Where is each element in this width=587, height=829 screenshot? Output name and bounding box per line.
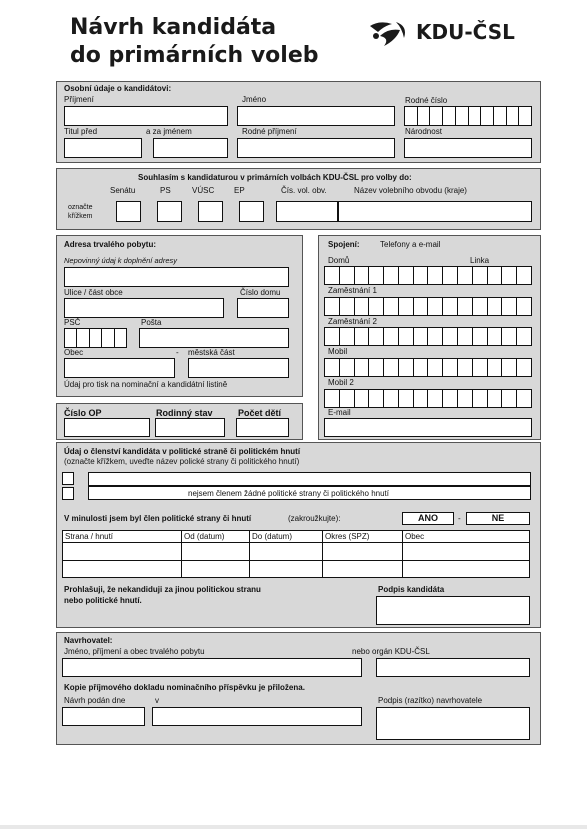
party-name-field[interactable] <box>88 472 531 486</box>
nationality-label: Národnost <box>405 127 442 136</box>
surname-field[interactable] <box>64 106 228 126</box>
col-header-party: Strana / hnutí <box>65 532 114 541</box>
home-phone-field[interactable] <box>324 266 532 285</box>
children-count-field[interactable] <box>236 418 289 437</box>
party-organ-label: nebo orgán KDU-ČSL <box>352 647 430 656</box>
ep-label: EP <box>234 186 245 195</box>
town-label: Obec <box>64 348 84 357</box>
post-label: Pošta <box>141 318 162 327</box>
town-field[interactable] <box>64 358 175 378</box>
past-membership-heading: V minulosti jsem byl člen politické strany či hnutí <box>64 514 252 523</box>
district-name-field[interactable] <box>338 201 532 222</box>
proposer-name-label: Jméno, příjmení a obec trvalého pobytu <box>64 647 205 656</box>
past-membership-table <box>62 530 530 578</box>
non-member-checkbox[interactable] <box>62 487 74 500</box>
city-district-label: městská část <box>188 348 235 357</box>
nationality-field[interactable] <box>404 138 532 158</box>
copy-note: Kopie příjmového dokladu nominačního příspěvku je přiložena. <box>64 683 305 692</box>
mobile2-field[interactable] <box>324 389 532 408</box>
yes-no-separator: - <box>458 514 461 523</box>
address-heading: Adresa trvalého pobytu: <box>64 240 157 249</box>
contact-sub: Telefony a e-mail <box>380 240 441 249</box>
form-title-line2: do primárních voleb <box>70 43 319 68</box>
mobile2-label: Mobil 2 <box>328 378 354 387</box>
children-count-label: Počet dětí <box>238 408 282 418</box>
proposer-name-field[interactable] <box>62 658 362 677</box>
kdu-csl-logo-icon <box>366 16 410 48</box>
non-member-label: nejsem členem žádné politické strany či politického hnutí <box>188 489 389 498</box>
home-phone-label: Domů <box>328 256 350 265</box>
email-label: E-mail <box>328 408 351 417</box>
id-card-label: Číslo OP <box>64 408 102 418</box>
ep-checkbox[interactable] <box>239 201 264 222</box>
district-no-label: Čís. vol. obv. <box>281 186 327 195</box>
consent-heading: Souhlasím s kandidaturou v primárních volbách KDU-ČSL pro volby do: <box>138 173 412 182</box>
email-field[interactable] <box>324 418 532 437</box>
surname-label: Příjmení <box>64 95 94 104</box>
vusc-label: VÚSC <box>192 186 215 195</box>
declaration-line1: Prohlašuji, že nekandiduji za jinou politickou stranu <box>64 585 261 594</box>
ps-checkbox[interactable] <box>157 201 182 222</box>
col-header-town: Obec <box>405 532 425 541</box>
proposer-signature-label: Podpis (razítko) navrhovatele <box>378 696 483 705</box>
mobile-field[interactable] <box>324 358 532 377</box>
district-no-field[interactable] <box>276 201 338 222</box>
party-organ-field[interactable] <box>376 658 530 677</box>
birth-surname-field[interactable] <box>237 138 395 158</box>
dash-label: - <box>176 348 179 357</box>
contact-heading: Spojení: <box>328 240 360 249</box>
declaration-line2: nebo politické hnutí. <box>64 596 142 605</box>
birth-number-label: Rodné číslo <box>405 96 448 105</box>
candidate-signature-label: Podpis kandidáta <box>378 585 445 594</box>
work2-phone-field[interactable] <box>324 327 532 346</box>
psc-label: PSČ <box>64 318 81 327</box>
senate-checkbox[interactable] <box>116 201 141 222</box>
district-name-label: Název volebního obvodu (kraje) <box>354 186 467 195</box>
marital-status-field[interactable] <box>155 418 225 437</box>
print-note: Údaj pro tisk na nominační a kandidátní listině <box>64 380 228 389</box>
psc-field[interactable] <box>64 328 127 348</box>
id-card-field[interactable] <box>64 418 150 437</box>
work1-phone-field[interactable] <box>324 297 532 316</box>
ps-label: PS <box>160 186 171 195</box>
title-before-label: Titul před <box>64 127 98 136</box>
submitted-place-field[interactable] <box>152 707 362 726</box>
title-after-field[interactable] <box>153 138 228 158</box>
personal-heading: Osobní údaje o kandidátovi: <box>64 84 172 93</box>
mark-hint-line1: označte <box>68 204 93 211</box>
scan-edge <box>0 825 587 829</box>
optional-address-label: Nepovinný údaj k doplnění adresy <box>64 256 177 265</box>
mobile-label: Mobil <box>328 347 348 356</box>
post-field[interactable] <box>139 328 289 348</box>
col-header-to: Do (datum) <box>252 532 293 541</box>
past-membership-hint: (zakroužkujte): <box>288 514 341 523</box>
house-no-field[interactable] <box>237 298 289 318</box>
membership-sub: (označte křížkem, uveďte název polické strany či politického hnutí) <box>64 457 300 466</box>
birth-surname-label: Rodné příjmení <box>242 127 297 136</box>
member-checkbox[interactable] <box>62 472 74 485</box>
submitted-date-label: Návrh podán dne <box>64 696 126 705</box>
senate-label: Senátu <box>110 186 136 195</box>
mark-hint-line2: křížkem <box>68 213 93 220</box>
col-header-district: Okres (SPZ) <box>325 532 370 541</box>
house-no-label: Číslo domu <box>240 288 281 297</box>
vusc-checkbox[interactable] <box>198 201 223 222</box>
yes-option[interactable]: ANO <box>402 512 454 525</box>
work2-label: Zaměstnání 2 <box>328 317 377 326</box>
street-label: Ulice / část obce <box>64 288 123 297</box>
title-before-field[interactable] <box>64 138 142 158</box>
street-field[interactable] <box>64 298 224 318</box>
extension-label: Linka <box>470 256 490 265</box>
col-header-from: Od (datum) <box>184 532 225 541</box>
firstname-field[interactable] <box>237 106 395 126</box>
proposer-heading: Navrhovatel: <box>64 636 113 645</box>
submitted-place-label: v <box>155 696 159 705</box>
marital-status-label: Rodinný stav <box>156 408 213 418</box>
logo-text: KDU-ČSL <box>416 20 515 44</box>
proposer-signature-field[interactable] <box>376 707 530 740</box>
submitted-date-field[interactable] <box>62 707 145 726</box>
optional-address-field[interactable] <box>64 267 289 287</box>
work1-label: Zaměstnání 1 <box>328 286 377 295</box>
title-after-label: a za jménem <box>146 127 192 136</box>
city-district-field[interactable] <box>188 358 289 378</box>
membership-heading: Údaj o členství kandidáta v politické straně či politickém hnutí <box>64 447 301 456</box>
candidate-signature-field[interactable] <box>376 596 530 625</box>
birth-number-field[interactable] <box>404 106 532 126</box>
no-option[interactable]: NE <box>466 512 530 525</box>
firstname-label: Jméno <box>242 95 267 104</box>
form-title-line1: Návrh kandidáta <box>70 15 277 40</box>
